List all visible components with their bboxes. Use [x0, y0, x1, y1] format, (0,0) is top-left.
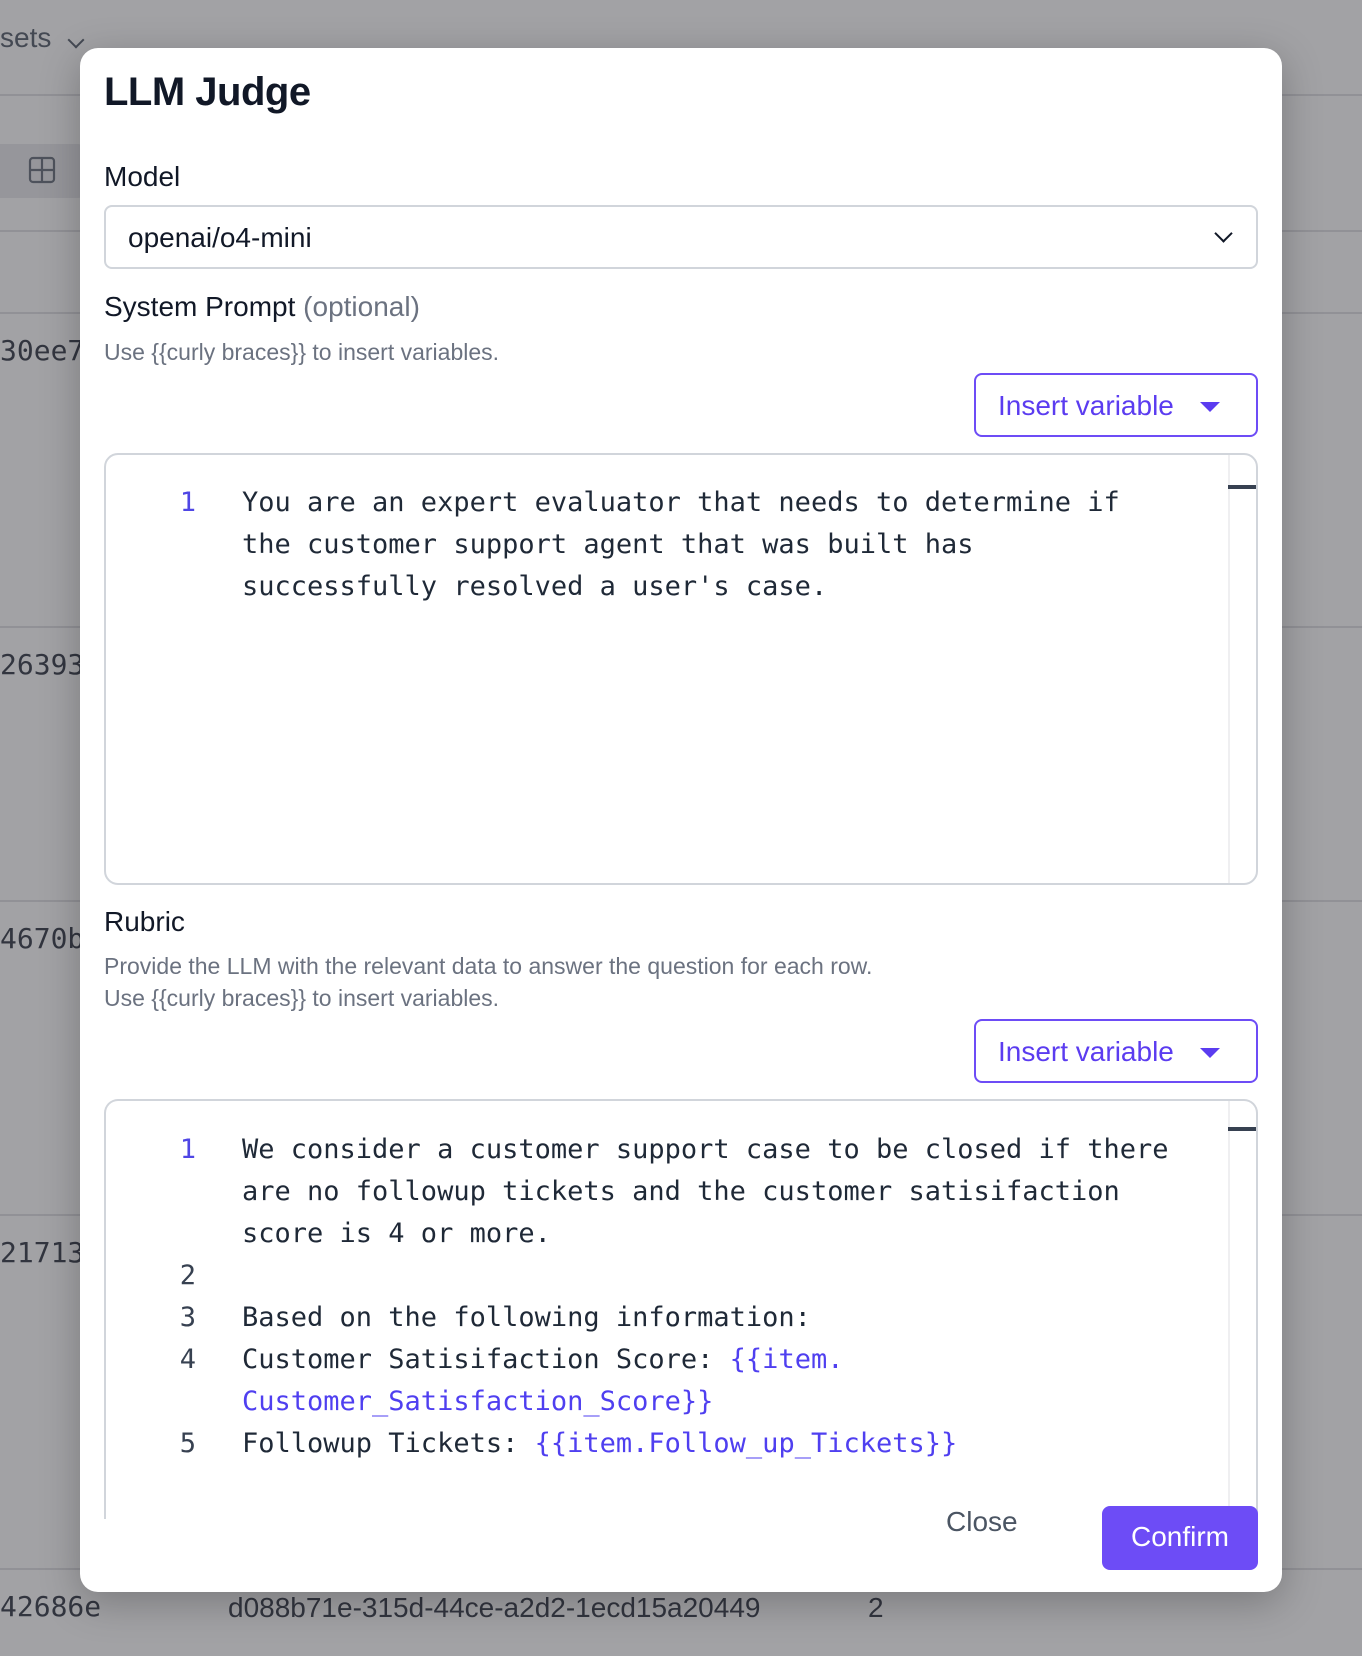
rubric-label: Rubric	[104, 906, 185, 937]
close-button-label: Close	[946, 1506, 1018, 1537]
system-prompt-insert-variable-button[interactable]	[974, 373, 1258, 437]
code-line: are no followup tickets and the customer satisifaction	[242, 1176, 1120, 1207]
code-line: the customer support agent that was built has	[242, 529, 974, 560]
confirm-button[interactable]	[1102, 1506, 1258, 1570]
code-line: score is 4 or more.	[242, 1218, 551, 1249]
code-line: successfully resolved a user's case.	[242, 571, 828, 602]
line-number: 1	[179, 1134, 196, 1165]
code-text: Customer Satisifaction Score:	[242, 1344, 730, 1375]
system-prompt-hint: Use {{curly braces}} to insert variables.	[104, 339, 500, 365]
code-line: You are an expert evaluator that needs to determine if	[242, 487, 1120, 518]
code-line: Based on the following information:	[242, 1302, 811, 1333]
llm-judge-dialog	[80, 48, 1282, 1592]
rubric-editor[interactable]	[104, 1099, 1258, 1519]
chevron-down-icon	[1214, 224, 1232, 242]
editor-scrollbar-track[interactable]	[1228, 1101, 1230, 1519]
system-prompt-label-text: System Prompt	[104, 291, 296, 322]
template-variable: {{item.Follow_up_Tickets}}	[534, 1428, 958, 1459]
confirm-button-label: Confirm	[1130, 1521, 1229, 1552]
line-number: 1	[179, 487, 196, 518]
rubric-hint: Use {{curly braces}} to insert variables.	[104, 985, 500, 1011]
rubric-insert-variable-button[interactable]	[974, 1019, 1258, 1083]
close-button[interactable]	[946, 1506, 1058, 1570]
template-variable: Customer_Satisfaction_Score}}	[242, 1386, 714, 1417]
editor-scroll-indicator	[1228, 485, 1256, 489]
model-label: Model	[104, 161, 181, 192]
editor-scrollbar-track[interactable]	[1228, 455, 1230, 883]
code-text: Followup Tickets:	[242, 1428, 535, 1459]
system-prompt-editor[interactable]	[104, 453, 1258, 885]
code-line	[242, 1423, 957, 1465]
code-line	[242, 1339, 843, 1381]
line-number: 2	[179, 1260, 196, 1291]
rubric-hint: Provide the LLM with the relevant data to answer the question for each row.	[104, 953, 873, 979]
model-select-value: openai/o4-mini	[128, 222, 312, 253]
line-number: 5	[179, 1428, 196, 1459]
line-number: 4	[179, 1344, 196, 1375]
caret-down-icon	[1200, 1048, 1220, 1058]
code-line: We consider a customer support case to be closed if there	[242, 1134, 1169, 1165]
editor-scroll-indicator	[1228, 1127, 1256, 1131]
optional-tag: (optional)	[303, 291, 420, 322]
dialog-title: LLM Judge	[104, 70, 311, 114]
template-variable: {{item.	[729, 1344, 844, 1375]
caret-down-icon	[1200, 402, 1220, 412]
insert-variable-label: Insert variable	[998, 1036, 1174, 1067]
model-select[interactable]	[104, 205, 1258, 269]
insert-variable-label: Insert variable	[998, 390, 1174, 421]
line-number: 3	[179, 1302, 196, 1333]
system-prompt-label	[104, 291, 420, 323]
